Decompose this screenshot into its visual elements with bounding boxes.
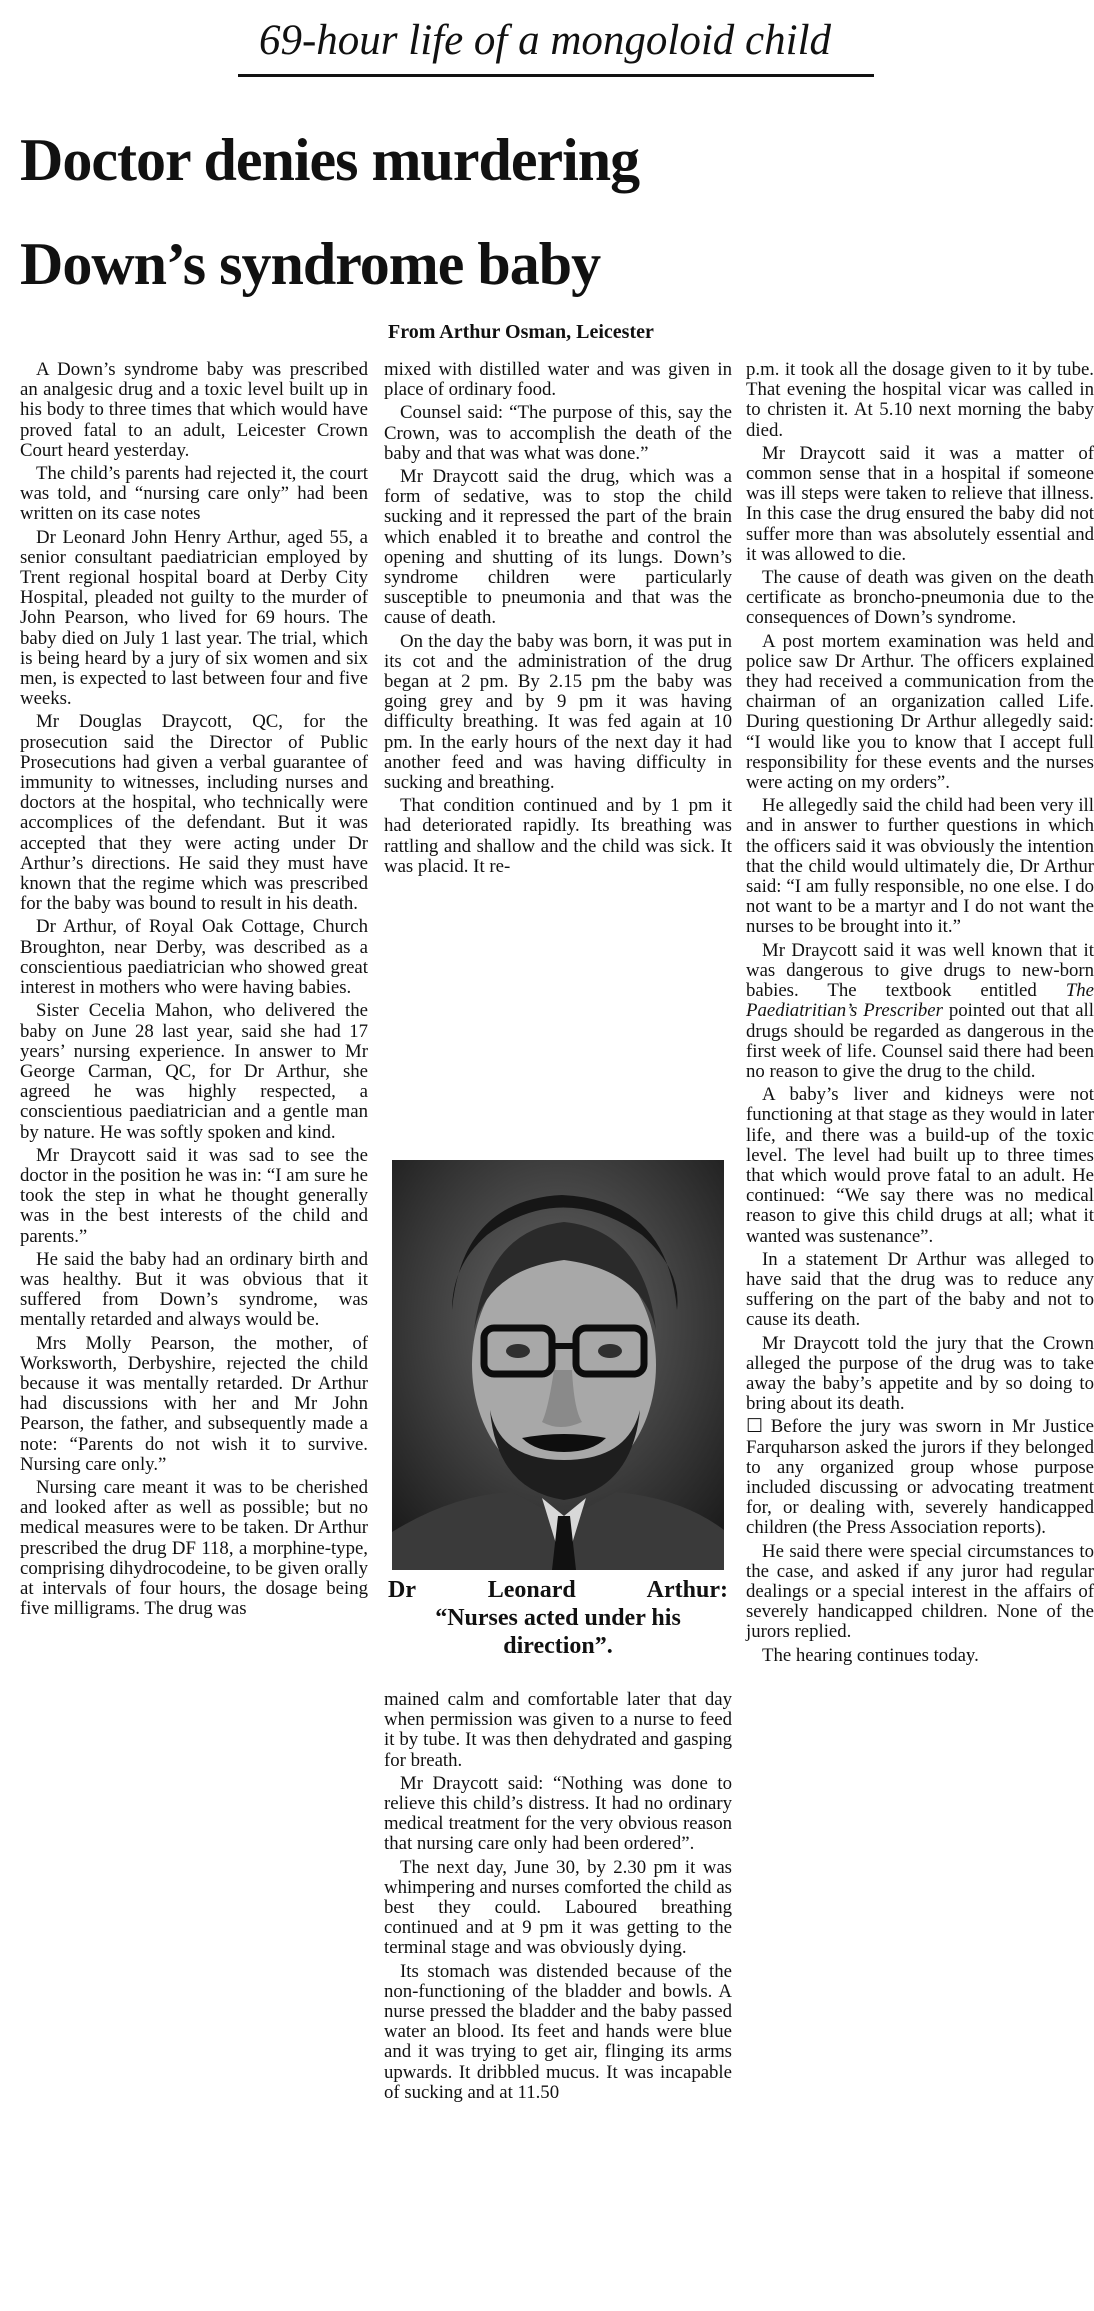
main-headline	[20, 108, 1080, 316]
paragraph: Nursing care meant it was to be cherished and looked after as well as possible; but no medical measures were to be taken. Dr Arthur prescribed the drug DF 118, a morphine-type, comprising dihydrocodeine, to be given orally at intervals of four hours, the dosage being five milligrams. The drug was	[20, 1476, 368, 1620]
portrait-photo	[392, 1160, 724, 1570]
paragraph: The cause of death was given on the death certificate as broncho-pneumonia due to the consequences of Down’s syndrome.	[746, 567, 1094, 629]
paragraph: mained calm and comfortable later that day when permission was given to a nurse to feed it by tube. It was then dehydrated and gasping for breath.	[384, 1689, 732, 1771]
paragraph: mixed with distilled water and was given in place of ordinary food.	[384, 359, 732, 401]
column-2-top	[384, 360, 732, 1150]
paragraph: Mr Draycott said: “Nothing was done to relieve this child’s distress. It had no ordinary medical treatment for the very obvious reason that nursing care only had been ordered”.	[384, 1772, 732, 1855]
paragraph: The next day, June 30, by 2.30 pm it was whimpering and nurses comforted the child as best they could. Laboured breathing continued and at 9 pm it was getting to the terminal stage and was obviously dying.	[384, 1856, 732, 1959]
paragraph: Mr Draycott said it was sad to see the doctor in the position he was in: “I am sure he took the step in what he thought generally was in the best interests of the child and parents.”	[20, 1144, 368, 1247]
portrait-image	[392, 1160, 724, 1570]
byline: From Arthur Osman, Leicester	[388, 321, 654, 343]
book-title: The Paediatritian’s Prescriber	[746, 980, 1094, 1022]
paragraph-text: Mr Draycott said it was well known that it was dangerous to give drugs to new-born babies. The textbook entitled	[746, 939, 1094, 1002]
kicker-headline: 69-hour life of a mongoloid child	[258, 17, 832, 64]
paragraph: Dr Arthur, of Royal Oak Cottage, Church Broughton, near Derby, was described as a conscientious paediatrician who showed great interest in mothers who were having babies.	[20, 916, 368, 999]
paragraph: Dr Leonard John Henry Arthur, aged 55, a senior consultant paediatrician employed by Trent regional hospital board at Derby City Hospital, pleaded not guilty to the murder of John Pearson, who lived for 69 hours. The baby died on July 1 last year. The trial, which is being heard by a jury of six women and six men, is expected to last between four and five weeks.	[20, 526, 368, 710]
paragraph: He said there were special circumstances to the case, and asked if any juror had regular dealings or a special interest in the affairs of severely handicapped children. None of the jurors replied.	[746, 1540, 1094, 1643]
caption-quote: “Nurses acted under his direction”.	[435, 1605, 681, 1659]
paragraph: The child’s parents had rejected it, the court was told, and “nursing care only” had been written on its case notes	[20, 463, 368, 525]
column-3	[746, 360, 1094, 2300]
paragraph: A baby’s liver and kidneys were not functioning at that stage as they would in later life, and there was a build-up of the toxic level. The level had built up to three times that which would prove fatal to an adult. He continued: “We say there was no medical reason to give this child drugs at all; what it wanted was sustenance”.	[746, 1084, 1094, 1247]
paragraph: Mr Douglas Draycott, QC, for the prosecution said the Director of Public Prosecutions had given a verbal guarantee of immunity to witnesses, including nurses and doctors at the hospital, who technically were accomplices of the defendant. But it was accepted that they were acting under Dr Arthur’s directions. He said they must have known that the regime which was prescribed for the baby was bound to result in his death.	[20, 711, 368, 915]
paragraph: He said the baby had an ordinary birth and was healthy. But it was obvious that it suffered from Down’s syndrome, was mentally retarded and always would be.	[20, 1248, 368, 1331]
photo-caption	[388, 1576, 728, 1660]
headline-line-2: Down’s syndrome baby	[20, 231, 601, 297]
paragraph: ☐ Before the jury was sworn in Mr Justice Farquharson asked the jurors if they belonged to any organized group whose purpose included discussing or advocating treatment for, or dealing with, severely handicapped children (the Press Association reports).	[746, 1416, 1094, 1539]
paragraph: A Down’s syndrome baby was prescribed an analgesic drug and a toxic level built up in his body to three times that which would have proved fatal to an adult, Leicester Crown Court heard yesterday.	[20, 359, 368, 461]
paragraph: p.m. it took all the dosage given to it by tube. That evening the hospital vicar was called in to christen it. At 5.10 next morning the baby died.	[746, 359, 1094, 441]
paragraph: On the day the baby was born, it was put in its cot and the administration of the drug began at 2 pm. By 2.15 pm the baby was going grey and by 9 pm it was having difficulty breathing. It was fed again at 10 pm. In the early hours of the next day it had another feed and was having difficulty in sucking and breathing.	[384, 630, 732, 794]
paragraph: Mrs Molly Pearson, the mother, of Worksworth, Derbyshire, rejected the child because it was mentally retarded. Dr Arthur had discussions with her and Mr John Pearson, the father, and subsequently made a note: “Parents do not wish it to survive. Nursing care only.”	[20, 1332, 368, 1475]
paragraph: A post mortem examination was held and police saw Dr Arthur. The officers explained they had received a communication from the chairman of an organization called Life. During questioning Dr Arthur allegedly said: “I would like you to know that I accept full responsibility for these events and the nurses were acting on my orders”.	[746, 630, 1094, 794]
column-1	[20, 360, 368, 2300]
headline-line-1: Doctor denies murdering	[20, 127, 640, 193]
paragraph: Mr Draycott told the jury that the Crown alleged the purpose of the drug was to take away the baby’s appetite and by so doing to bring about its death.	[746, 1332, 1094, 1415]
paragraph: Sister Cecelia Mahon, who delivered the baby on June 28 last year, said she had 17 years’ nursing experience. In answer to Mr George Carman, QC, for Dr Arthur, she agreed he was highly respected, a conscientious paediatrician and a gentle man by nature. He was softly spoken and kind.	[20, 1000, 368, 1143]
caption-name: Dr Leonard Arthur:	[388, 1577, 728, 1603]
paragraph: He allegedly said the child had been very ill and in answer to further questions in which the officers said it was obviously the intention that the child would ultimately die, Dr Arthur said: “I am fully responsible, no one else. I do not want to be a martyr and I do not want the nurses to be brought into it.”	[746, 795, 1094, 938]
paragraph-text: pointed out that all drugs should be regarded as dangerous in the first week of life. Counsel said there had been no reason to give the drug to the child.	[746, 1000, 1094, 1082]
paragraph: The hearing continues today.	[762, 1644, 979, 1666]
paragraph: In a statement Dr Arthur was alleged to have said that the drug was to reduce any suffering on the part of the baby and not to cause its death.	[746, 1248, 1094, 1331]
paragraph: Its stomach was distended because of the non-functioning of the bladder and bowls. A nurse pressed the bladder and the baby passed water an blood. Its feet and hands were blue and it was trying to get air, flinging its arms upwards. It dribbled mucus. It was incapable of sucking and at 11.50	[384, 1960, 732, 2103]
paragraph: Mr Draycott said the drug, which was a form of sedative, was to stop the child sucking and it repressed the part of the brain which enabled it to breathe and control the opening and shutting of its lungs. Down’s syndrome children were particularly susceptible to pneumonia and that was the cause of death.	[384, 466, 732, 629]
paragraph: Counsel said: “The purpose of this, say the Crown, was to accomplish the death of the baby and that was what was done.”	[384, 402, 732, 464]
column-2-bottom	[384, 1690, 732, 2302]
paragraph	[746, 941, 1094, 1082]
kicker-underline	[238, 74, 874, 77]
paragraph: Mr Draycott said it was a matter of common sense that in a hospital if someone was ill steps were taken to relieve that illness. In this case the drug ensured the baby did not suffer more than was absolutely essential and it was allowed to die.	[746, 442, 1094, 565]
paragraph: That condition continued and by 1 pm it had deteriorated rapidly. Its breathing was rattling and shallow and the child was sick. It was placid. It re-	[384, 795, 732, 877]
